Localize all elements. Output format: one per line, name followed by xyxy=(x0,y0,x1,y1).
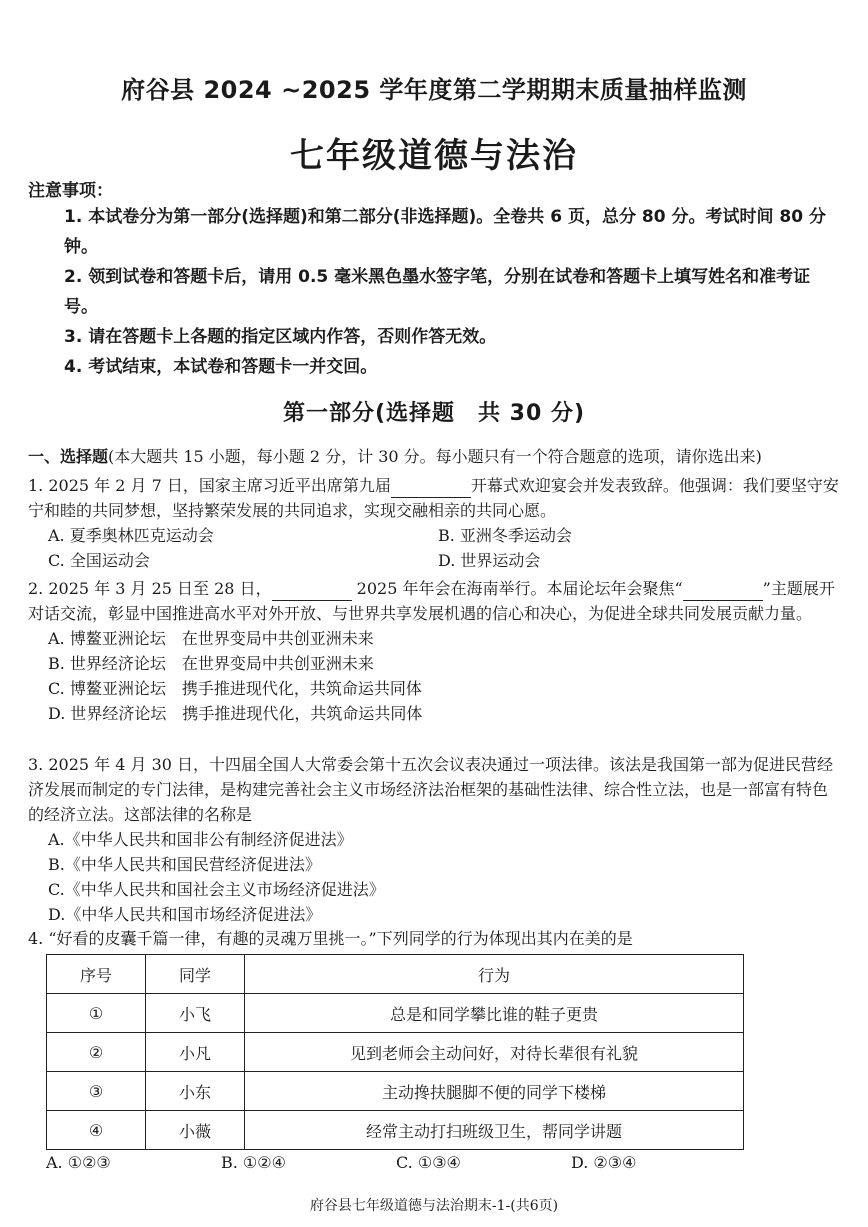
option-a: A.《中华人民共和国非公有制经济促进法》 xyxy=(48,830,353,849)
answer-blank xyxy=(683,582,763,601)
option-c: C. 博鳌亚洲论坛 携手推进现代化，共筑命运共同体 xyxy=(48,679,422,698)
notice-item-4: 4. 考试结束，本试卷和答题卡一并交回。 xyxy=(64,357,378,377)
table-row xyxy=(47,994,744,1033)
table-row xyxy=(47,1111,744,1150)
question-4-options xyxy=(46,1153,746,1172)
table-cell: 见到老师会主动问好，对待长辈很有礼貌 xyxy=(245,1033,744,1072)
table-cell: ① xyxy=(47,994,146,1033)
notice-item-3: 3. 请在答题卡上各题的指定区域内作答，否则作答无效。 xyxy=(64,327,497,347)
exam-title: 府谷县 2024 ~2025 学年度第二学期期末质量抽样监测 xyxy=(121,76,747,104)
subject-title: 七年级道德与法治 xyxy=(290,136,578,176)
question-3 xyxy=(28,752,843,927)
option-c: C. 全国运动会 xyxy=(48,551,150,570)
option-d: D. 世界经济论坛 携手推进现代化，共筑命运共同体 xyxy=(48,704,423,723)
behavior-table xyxy=(46,954,744,1150)
question-stem: 1. 2025 年 2 月 7 日，国家主席习近平出席第九届 开幕式欢迎宴会并发表致辞。他强调：我们要坚守安宁和睦的共同梦想，坚持繁荣发展的共同追求，实现交融相亲的共同心愿。 xyxy=(28,476,839,520)
question-stem: 2. 2025 年 3 月 25 日至 28 日， 2025 年年会在海南举行。本届论坛年会聚焦“ ”主题展开对话交流，彰显中国推进高水平对外开放、与世界共享发展机遇的信心和决心，为促进全球共同发展贡献力量。 xyxy=(28,579,835,623)
question-2 xyxy=(28,576,843,726)
option-d: D. ②③④ xyxy=(571,1153,637,1172)
question-4 xyxy=(28,926,843,951)
page-footer: 府谷县七年级道德与法治期末-1-(共6页) xyxy=(309,1198,559,1214)
table-header: 同学 xyxy=(146,955,245,994)
table-row xyxy=(47,1072,744,1111)
section-heading xyxy=(28,444,848,467)
table-cell: 小薇 xyxy=(146,1111,245,1150)
table-cell: ④ xyxy=(47,1111,146,1150)
question-stem: 4. “好看的皮囊千篇一律，有趣的灵魂万里挑一。”下列同学的行为体现出其内在美的是 xyxy=(28,929,633,948)
option-d: D. 世界运动会 xyxy=(438,551,541,570)
option-b: B. 亚洲冬季运动会 xyxy=(438,526,572,545)
part-one-title: 第一部分(选择题 共 30 分) xyxy=(282,401,586,426)
table-cell: 主动搀扶腿脚不便的同学下楼梯 xyxy=(245,1072,744,1111)
question-1 xyxy=(28,473,843,573)
table-row xyxy=(47,1033,744,1072)
answer-blank xyxy=(272,582,352,601)
notice-item-1: 1. 本试卷分为第一部分(选择题)和第二部分(非选择题)。全卷共 6 页，总分 80 分。考试时间 80 分钟。 xyxy=(64,207,826,257)
option-b: B. 世界经济论坛 在世界变局中共创亚洲未来 xyxy=(48,654,374,673)
option-a: A. 夏季奥林匹克运动会 xyxy=(48,526,214,545)
table-cell: 经常主动打扫班级卫生，帮同学讲题 xyxy=(245,1111,744,1150)
answer-blank xyxy=(391,479,471,498)
section-label: 一、选择题 xyxy=(28,447,109,466)
table-header: 序号 xyxy=(47,955,146,994)
table-cell: ③ xyxy=(47,1072,146,1111)
notice-heading: 注意事项： xyxy=(28,181,113,201)
table-header-row xyxy=(47,955,744,994)
option-a: A. ①②③ xyxy=(46,1153,111,1172)
option-c: C. ①③④ xyxy=(396,1153,461,1172)
notice-item-2: 2. 领到试卷和答题卡后，请用 0.5 毫米黑色墨水签字笔，分别在试卷和答题卡上填写姓名和准考证号。 xyxy=(64,267,811,317)
option-b: B. ①②④ xyxy=(221,1153,286,1172)
section-description: (本大题共 15 小题，每小题 2 分，计 30 分。每小题只有一个符合题意的选项，请你选出来) xyxy=(108,447,762,466)
table-header: 行为 xyxy=(245,955,744,994)
table-cell: 小飞 xyxy=(146,994,245,1033)
option-a: A. 博鳌亚洲论坛 在世界变局中共创亚洲未来 xyxy=(48,629,374,648)
option-c: C.《中华人民共和国社会主义市场经济促进法》 xyxy=(48,880,385,899)
question-stem: 3. 2025 年 4 月 30 日，十四届全国人大常委会第十五次会议表决通过一项法律。该法是我国第一部为促进民营经济发展而制定的专门法律，是构建完善社会主义市场经济法治框架的基础性法律、综合性立法，也是一部富有特色的经济立法。这部法律的名称是 xyxy=(28,755,834,824)
option-b: B.《中华人民共和国民营经济促进法》 xyxy=(48,855,321,874)
table-cell: 小东 xyxy=(146,1072,245,1111)
table-cell: ② xyxy=(47,1033,146,1072)
table-cell: 小凡 xyxy=(146,1033,245,1072)
option-d: D.《中华人民共和国市场经济促进法》 xyxy=(48,905,322,924)
table-cell: 总是和同学攀比谁的鞋子更贵 xyxy=(245,994,744,1033)
